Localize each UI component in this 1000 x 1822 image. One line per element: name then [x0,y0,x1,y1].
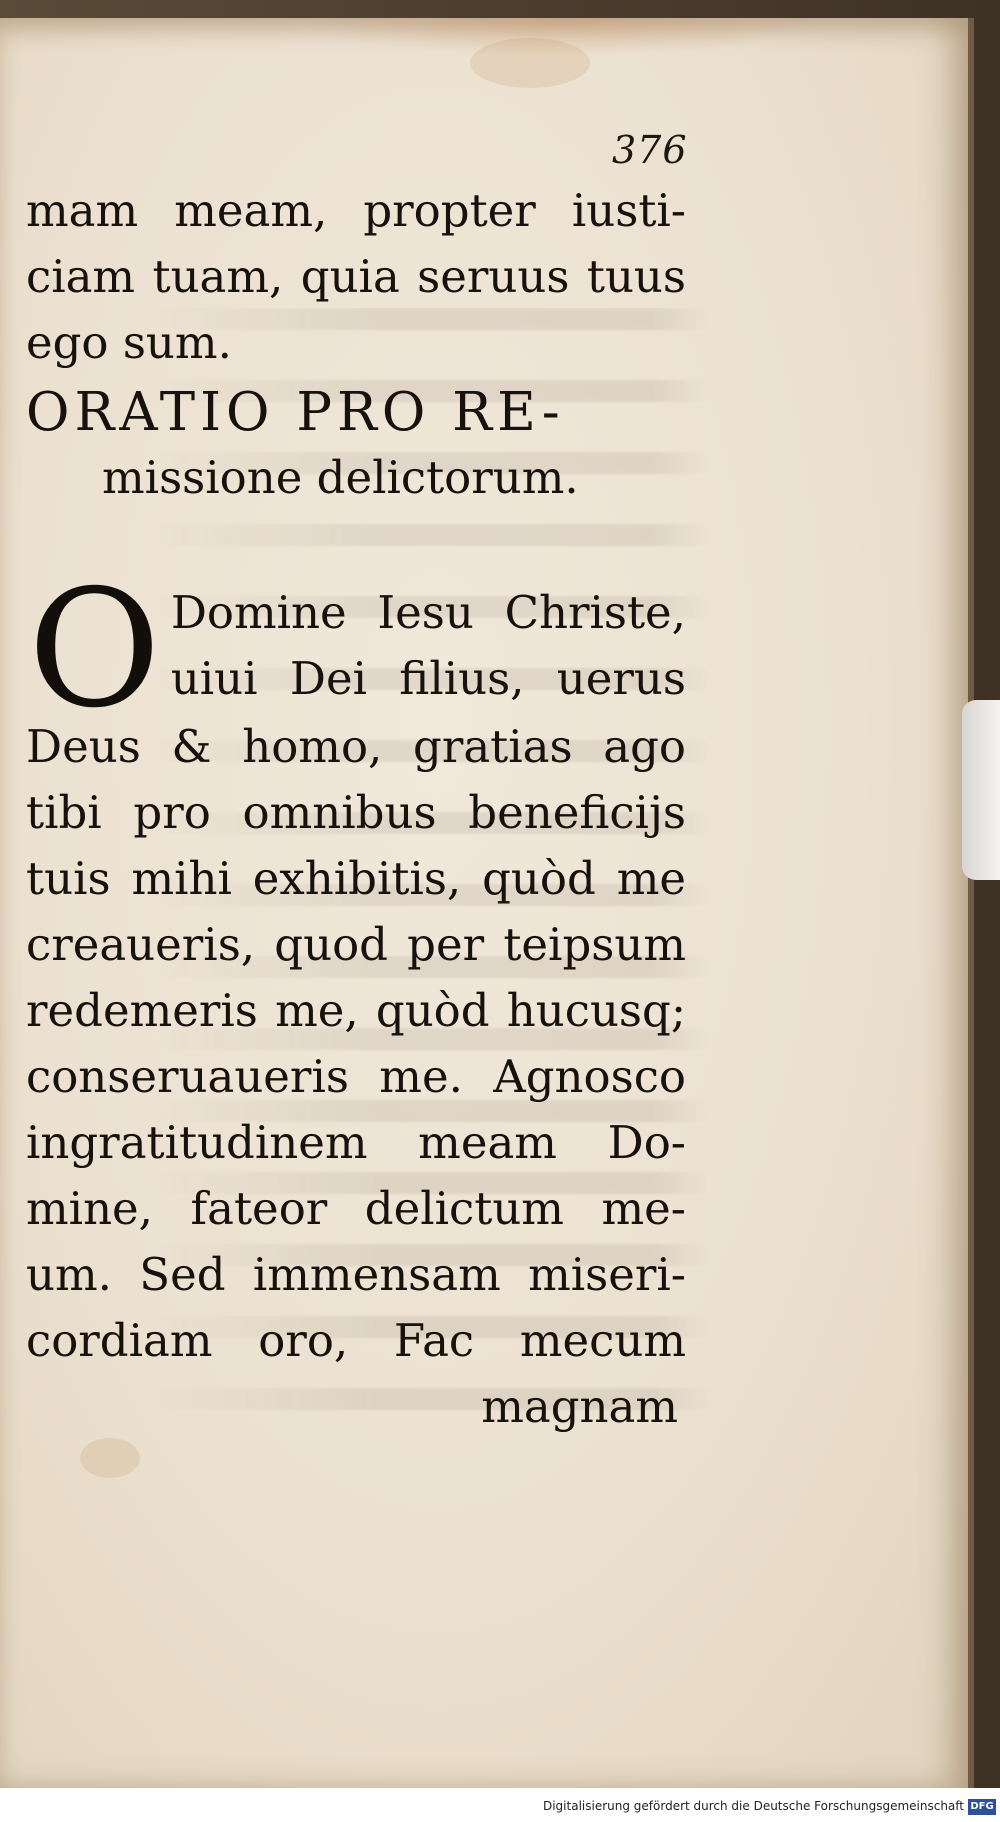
text-line: Deus & homo, gratias ago [26,720,686,773]
text-line: tuis mihi exhibitis, quòd me [26,852,686,905]
text-line: conseruaueris me. Agnosco [26,1050,686,1103]
text-line: creaueris, quod per teipsum [26,918,686,971]
footer-bar [0,1788,1000,1822]
book-page [0,18,974,1788]
text-line: Domine Iesu Christe, [170,586,686,639]
catchword: magnam [481,1380,678,1433]
stain [470,38,590,88]
drop-capital: O [28,556,161,744]
funding-credit: Digitalisierung gefördert durch die Deutsche Forschungsgemeinschaft [542,1799,964,1813]
text-line: ingratitudinem meam Do- [26,1116,686,1169]
section-heading-continued: missione delictorum. [102,451,579,504]
page-tab [962,700,1000,880]
text-line: ciam tuam, quia seruus tuus [26,250,686,303]
text-line: ego sum. [26,316,232,369]
text-line: mine, fateor delictum me- [26,1182,686,1235]
section-heading: ORATIO PRO RE- [26,382,565,443]
stain [80,1438,140,1478]
text-line: uiui Dei filius, uerus [170,652,686,705]
dfg-logo: DFG [968,1799,996,1815]
text-line: cordiam oro, Fac mecum [26,1314,686,1367]
folio-number: 376 [612,128,688,172]
page-text [26,178,686,1440]
text-line: redemeris me, quòd hucusq; [26,984,686,1037]
prayer-opening [26,556,686,744]
text-line: mam meam, propter iusti- [26,184,686,237]
text-line: um. Sed immensam miseri- [26,1248,686,1301]
text-line: tibi pro omnibus beneficijs [26,786,686,839]
